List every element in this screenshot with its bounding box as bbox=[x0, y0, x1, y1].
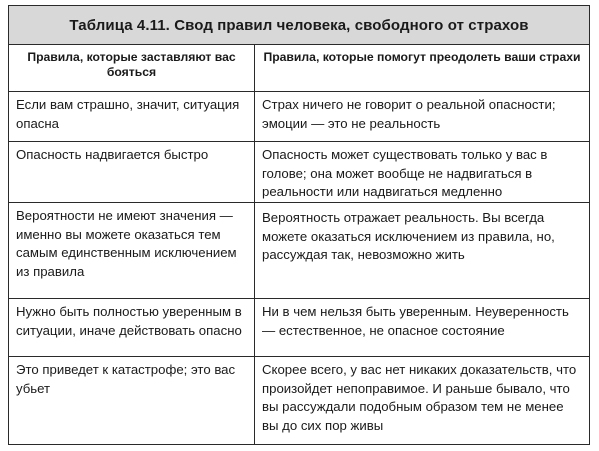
header-fear-rules: Правила, которые заставляют вас бояться bbox=[9, 45, 255, 91]
table-caption: Таблица 4.11. Свод правил человека, свободного от страхов bbox=[9, 6, 589, 45]
table-row bbox=[9, 357, 589, 444]
overcome-rule-cell: Ни в чем нельзя быть уверенным. Неуверенность — естественное, не опасное состояние bbox=[262, 304, 569, 338]
table-row bbox=[9, 92, 589, 142]
table-row bbox=[9, 142, 589, 203]
rules-table bbox=[8, 5, 590, 445]
table-header-row bbox=[9, 45, 589, 92]
overcome-rule-cell: Вероятность отражает реальность. Вы всегда можете оказаться исключением из правила, но, рассуждая так, невозможно жить bbox=[262, 210, 555, 262]
header-overcome-rules: Правила, которые помогут преодолеть ваши страхи bbox=[263, 50, 581, 64]
overcome-rule-cell: Опасность может существовать только у вас в голове; она может вообще не надвигаться в реальности или надвигаться медленно bbox=[262, 147, 548, 199]
fear-rule-cell: Нужно быть полностью уверенным в ситуации, иначе действовать опасно bbox=[9, 299, 255, 356]
fear-rule-cell: Вероятности не имеют значения — именно вы можете оказаться тем самым единственным исключением из правила bbox=[9, 203, 255, 298]
fear-rule-cell: Это приведет к катастрофе; это вас убьет bbox=[9, 357, 255, 444]
fear-rule-cell: Если вам страшно, значит, ситуация опасна bbox=[9, 92, 255, 141]
table-row bbox=[9, 299, 589, 357]
overcome-rule-cell: Страх ничего не говорит о реальной опасности; эмоции — это не реальность bbox=[262, 97, 556, 131]
fear-rule-cell: Опасность надвигается быстро bbox=[9, 142, 255, 202]
table-row bbox=[9, 203, 589, 299]
overcome-rule-cell: Скорее всего, у вас нет никаких доказательств, что произойдет непоправимое. И раньше бывало, что вы рассуждали подобным образом тем не менее вы до сих пор живы bbox=[262, 362, 577, 433]
